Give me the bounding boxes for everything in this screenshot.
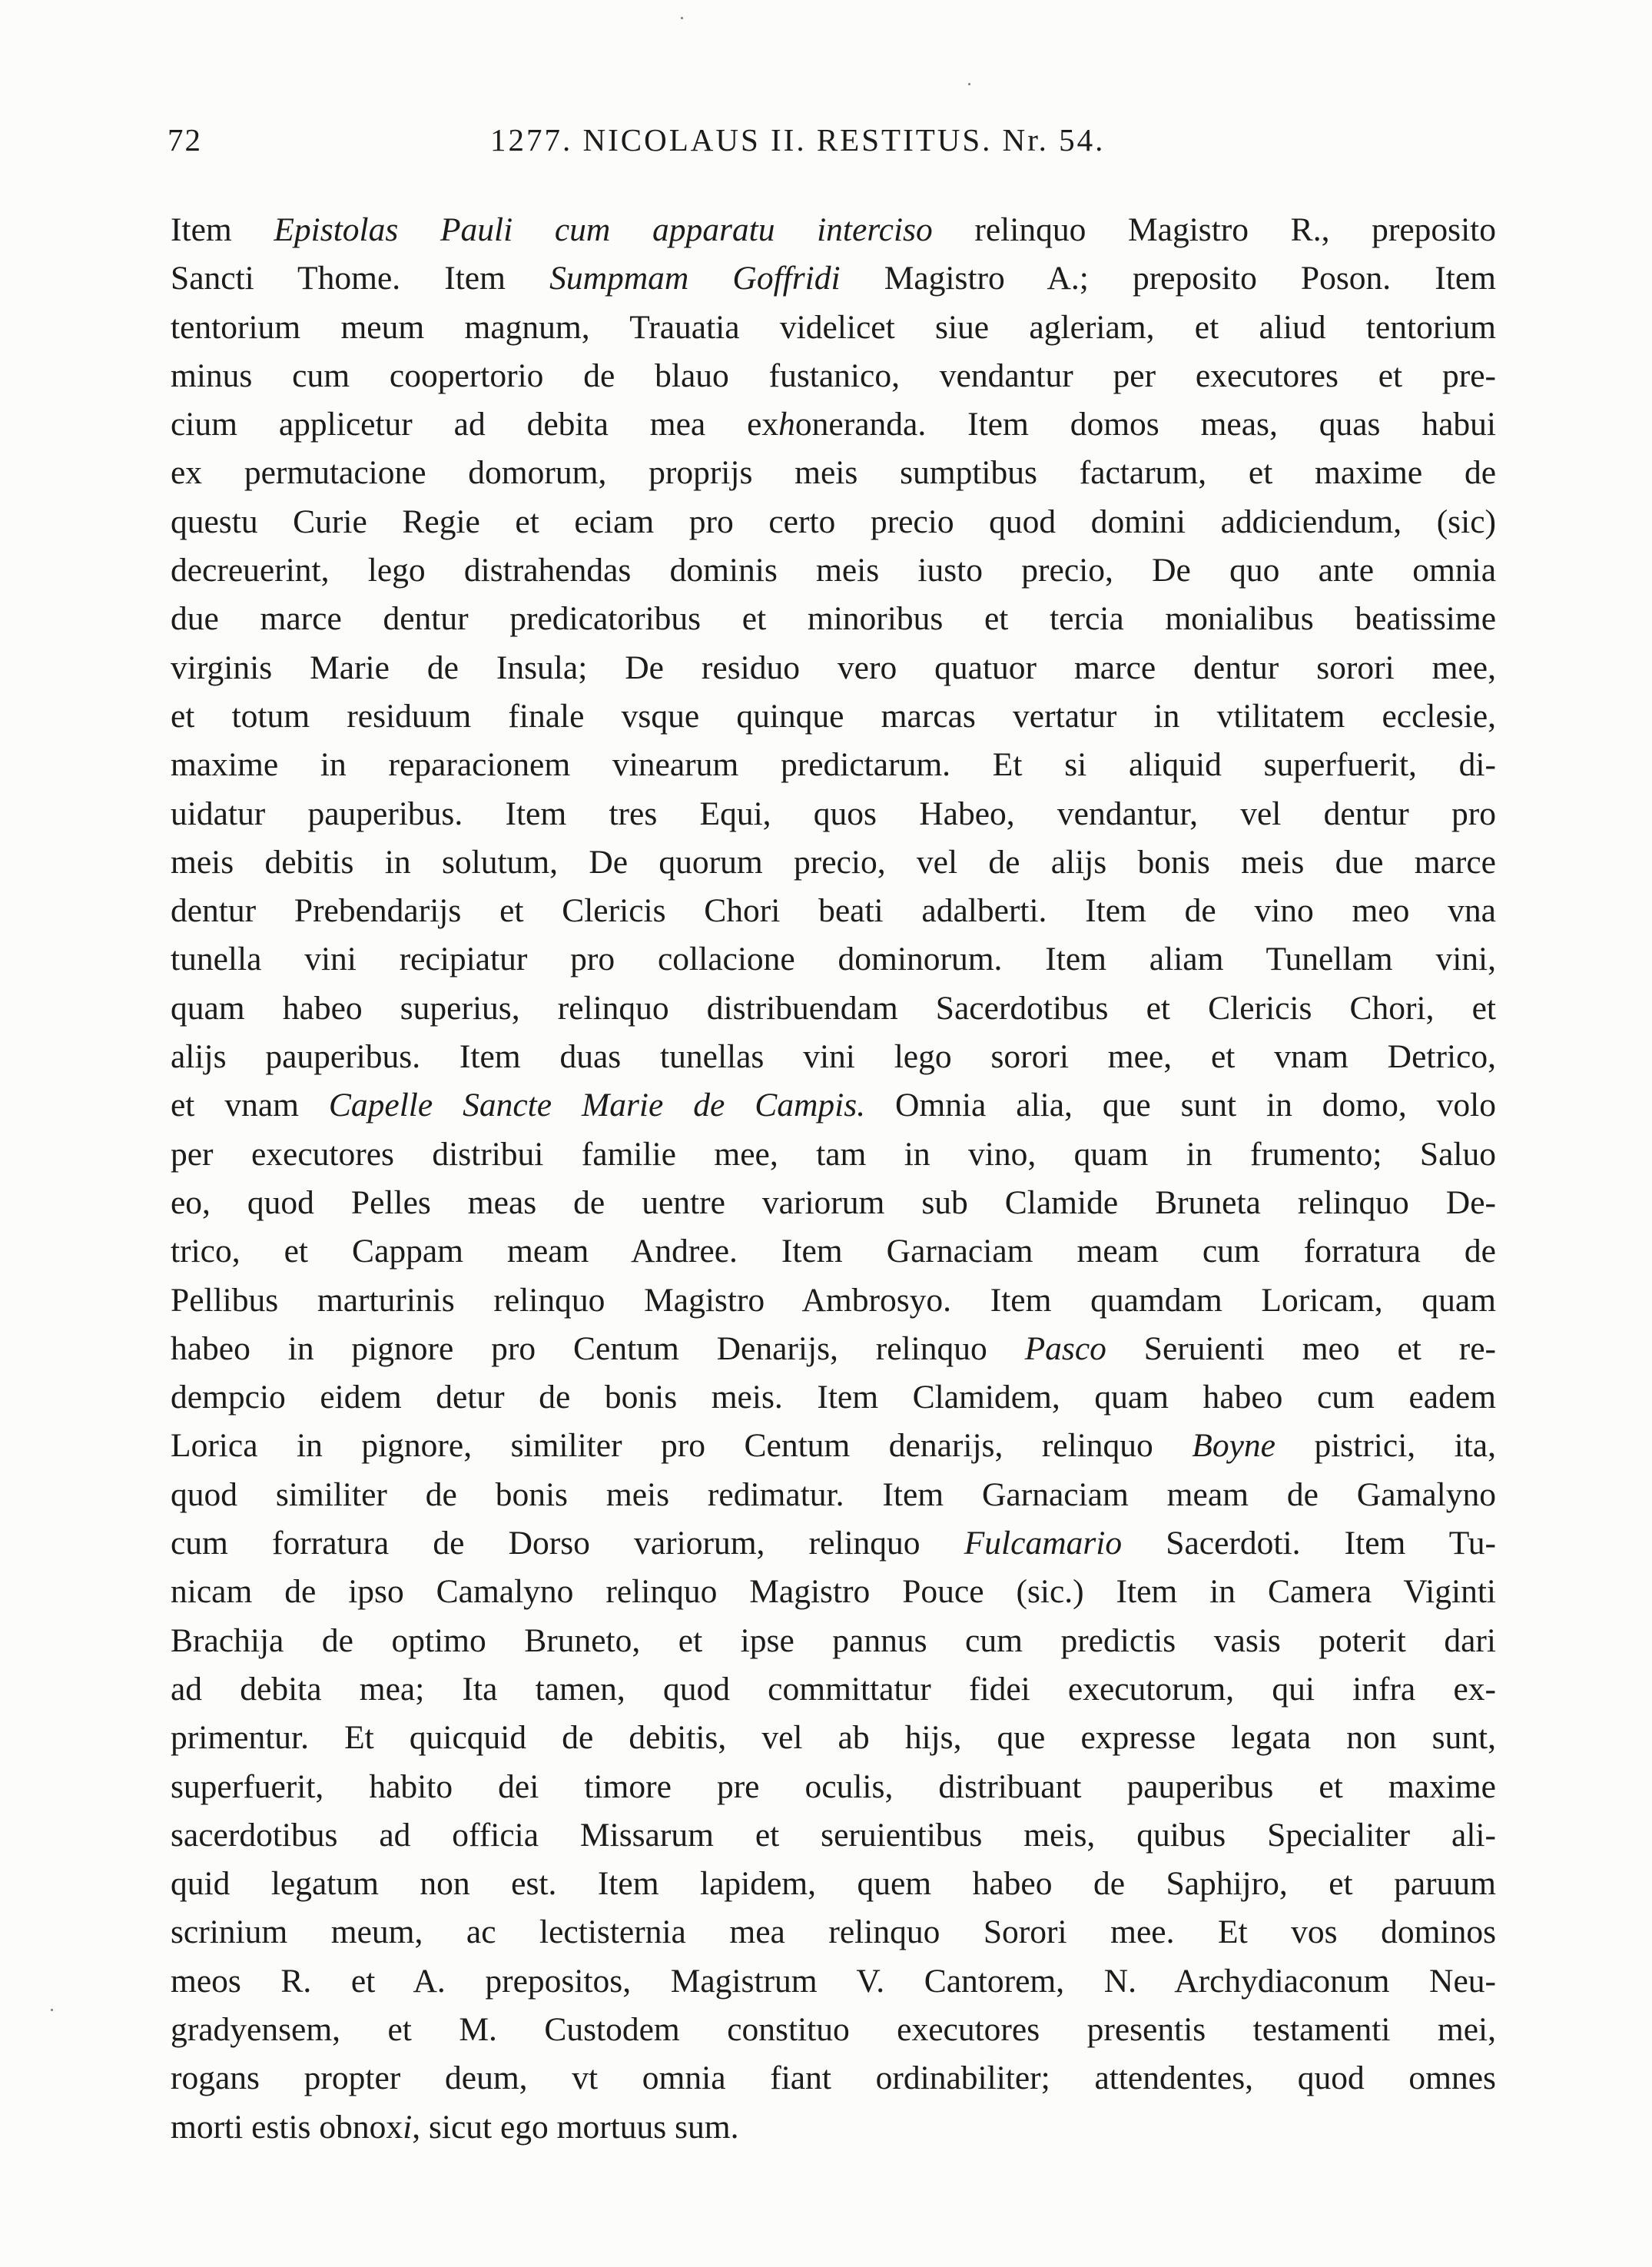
text-line — [171, 984, 1496, 1033]
text-line — [171, 2103, 1496, 2152]
text-run: eo, quod Pelles meas de uentre variorum sub Clamide Bruneta relinquo De- — [171, 1183, 1496, 1221]
text-run: et vnam — [171, 1087, 329, 1124]
text-run: Sancti Thome. Item — [171, 260, 550, 297]
text-line — [171, 1617, 1496, 1665]
text-run: quam habeo superius, relinquo distribuendam Sacerdotibus et Clericis Chori, et — [171, 989, 1496, 1027]
text-run: quid legatum non est. Item lapidem, quem habeo de Saphijro, et paruum — [171, 1865, 1496, 1903]
text-line — [171, 887, 1496, 935]
text-run: meos R. et A. prepositos, Magistrum V. Cantorem, N. Archydiaconum Neu- — [171, 1962, 1496, 2000]
text-line — [171, 1665, 1496, 1714]
text-run: nicam de ipso Camalyno relinquo Magistro Pouce (sic.) Item in Camera Viginti — [171, 1573, 1496, 1611]
text-line — [171, 1325, 1496, 1373]
text-run: sacerdotibus ad officia Missarum et seruientibus meis, quibus Specialiter ali- — [171, 1816, 1496, 1854]
text-line — [171, 498, 1496, 546]
italic-text-run: Epistolas Pauli cum apparatu interciso — [274, 211, 933, 248]
text-line — [171, 741, 1496, 789]
text-run: oneranda. Item domos meas, quas habui — [794, 406, 1496, 443]
text-run: dentur Prebendarijs et Clericis Chori beati adalberti. Item de vino meo vna — [171, 892, 1496, 930]
running-header — [168, 121, 1489, 168]
text-line — [171, 546, 1496, 595]
text-run: Sacerdoti. Item Tu- — [1122, 1525, 1496, 1562]
text-run: due marce dentur predicatoribus et minoribus et tercia monialibus beatissime — [171, 600, 1496, 638]
text-line — [171, 1811, 1496, 1860]
text-line — [171, 1714, 1496, 1762]
text-run: maxime in reparacionem vinearum predictarum. Et si aliquid superfuerit, di- — [171, 746, 1496, 784]
text-run: , sicut ego mortuus sum. — [412, 2108, 739, 2146]
text-line — [171, 790, 1496, 838]
text-run: ex permutacione domorum, proprijs meis sumptibus factarum, et maxime de — [171, 454, 1496, 492]
text-run: minus cum coopertorio de blauo fustanico, vendantur per executores et pre- — [171, 357, 1496, 394]
text-run: dempcio eidem detur de bonis meis. Item Clamidem, quam habeo cum eadem — [171, 1379, 1496, 1416]
text-run: rogans propter deum, vt omnia fiant ordinabiliter; attendentes, quod omnes — [171, 2060, 1496, 2097]
text-run: superfuerit, habito dei timore pre oculis, distribuant pauperibus et maxime — [171, 1767, 1496, 1805]
text-line — [171, 1519, 1496, 1568]
text-run: trico, et Cappam meam Andree. Item Garnaciam meam cum forratura de — [171, 1233, 1496, 1270]
text-run: decreuerint, lego distrahendas dominis meis iusto precio, De quo ante omnia — [171, 552, 1496, 589]
text-run: ad debita mea; Ita tamen, quod committatur fidei executorum, qui infra ex- — [171, 1670, 1496, 1708]
text-run: Lorica in pignore, similiter pro Centum denarijs, relinquo — [171, 1427, 1193, 1465]
text-run: meis debitis in solutum, De quorum precio, vel de alijs bonis meis due marce — [171, 843, 1496, 881]
text-line — [171, 1227, 1496, 1276]
text-line — [171, 2006, 1496, 2054]
text-line — [171, 1908, 1496, 1957]
text-run: Brachija de optimo Bruneto, et ipse pannus cum predictis vasis poterit dari — [171, 1621, 1496, 1659]
running-title: 1277. NICOLAUS II. RESTITUS. Nr. 54. — [490, 122, 1106, 158]
text-line — [171, 692, 1496, 741]
italic-text-run: Fulcamario — [964, 1525, 1123, 1562]
text-run: gradyensem, et M. Custodem constituo executores presentis testamenti mei, — [171, 2010, 1496, 2048]
italic-text-run: h — [778, 406, 795, 443]
text-line — [171, 1422, 1496, 1470]
text-line — [171, 1130, 1496, 1179]
text-run: et totum residuum finale vsque quinque marcas vertatur in vtilitatem ecclesie, — [171, 697, 1496, 735]
paper-speck — [968, 83, 970, 85]
italic-text-run: Pasco — [1024, 1329, 1106, 1367]
paper-speck — [51, 2009, 53, 2011]
text-line — [171, 1763, 1496, 1811]
text-run: scrinium meum, ac lectisternia mea relinquo Sorori mee. Et vos dominos — [171, 1914, 1496, 1951]
text-line — [171, 2054, 1496, 2103]
page-number: 72 — [168, 122, 202, 158]
text-run: cium applicetur ad debita mea ex — [171, 406, 779, 443]
text-line — [171, 1860, 1496, 1908]
text-line — [171, 1373, 1496, 1422]
text-line — [171, 206, 1496, 254]
text-run: Item — [171, 211, 274, 248]
text-run: per executores distribui familie mee, tam in vino, quam in frumento; Saluo — [171, 1135, 1496, 1173]
text-line — [171, 935, 1496, 984]
text-run: relinquo Magistro R., preposito — [932, 211, 1496, 248]
text-run: alijs pauperibus. Item duas tunellas vini lego sorori mee, et vnam Detrico, — [171, 1038, 1496, 1076]
text-run: morti estis obnox — [171, 2108, 403, 2146]
text-run: tunella vini recipiatur pro collacione dominorum. Item aliam Tunellam vini, — [171, 941, 1496, 978]
text-run: habeo in pignore pro Centum Denarijs, relinquo — [171, 1329, 1025, 1367]
text-run: Omnia alia, que sunt in domo, volo — [865, 1087, 1497, 1124]
text-line — [171, 304, 1496, 352]
text-line — [171, 1276, 1496, 1325]
text-line — [171, 1179, 1496, 1227]
text-line — [171, 1471, 1496, 1519]
text-run: virginis Marie de Insula; De residuo vero quatuor marce dentur sorori mee, — [171, 649, 1496, 686]
italic-text-run: Boyne — [1192, 1427, 1275, 1465]
text-run: cum forratura de Dorso variorum, relinquo — [171, 1525, 964, 1562]
text-run: Seruienti meo et re- — [1106, 1329, 1496, 1367]
text-line — [171, 838, 1496, 887]
italic-text-run: Capelle Sancte Marie de Campis. — [328, 1087, 866, 1124]
text-run: quod similiter de bonis meis redimatur. Item Garnaciam meam de Gamalyno — [171, 1475, 1496, 1513]
text-line — [171, 644, 1496, 692]
text-line — [171, 1033, 1496, 1081]
text-line — [171, 449, 1496, 497]
text-line — [171, 1568, 1496, 1616]
text-run: Pellibus marturinis relinquo Magistro Ambrosyo. Item quamdam Loricam, quam — [171, 1281, 1496, 1319]
text-run: primentur. Et quicquid de debitis, vel ab hijs, que expresse legata non sunt, — [171, 1719, 1496, 1757]
text-run: questu Curie Regie et eciam pro certo precio quod domini addiciendum, (sic) — [171, 503, 1496, 540]
italic-text-run: i — [403, 2108, 413, 2146]
italic-text-run: Sumpmam Goffridi — [549, 260, 841, 297]
text-run: pistrici, ita, — [1275, 1427, 1496, 1465]
text-line — [171, 400, 1496, 449]
text-line — [171, 254, 1496, 303]
text-line — [171, 595, 1496, 643]
text-run: uidatur pauperibus. Item tres Equi, quos Habeo, vendantur, vel dentur pro — [171, 795, 1496, 832]
text-run: tentorium meum magnum, Trauatia videlicet siue agleriam, et aliud tentorium — [171, 308, 1496, 346]
document-body — [171, 206, 1496, 2152]
text-run: Magistro A.; preposito Poson. Item — [840, 260, 1496, 297]
paper-speck — [681, 17, 683, 19]
text-line — [171, 1957, 1496, 2006]
text-line — [171, 352, 1496, 400]
text-line — [171, 1081, 1496, 1130]
